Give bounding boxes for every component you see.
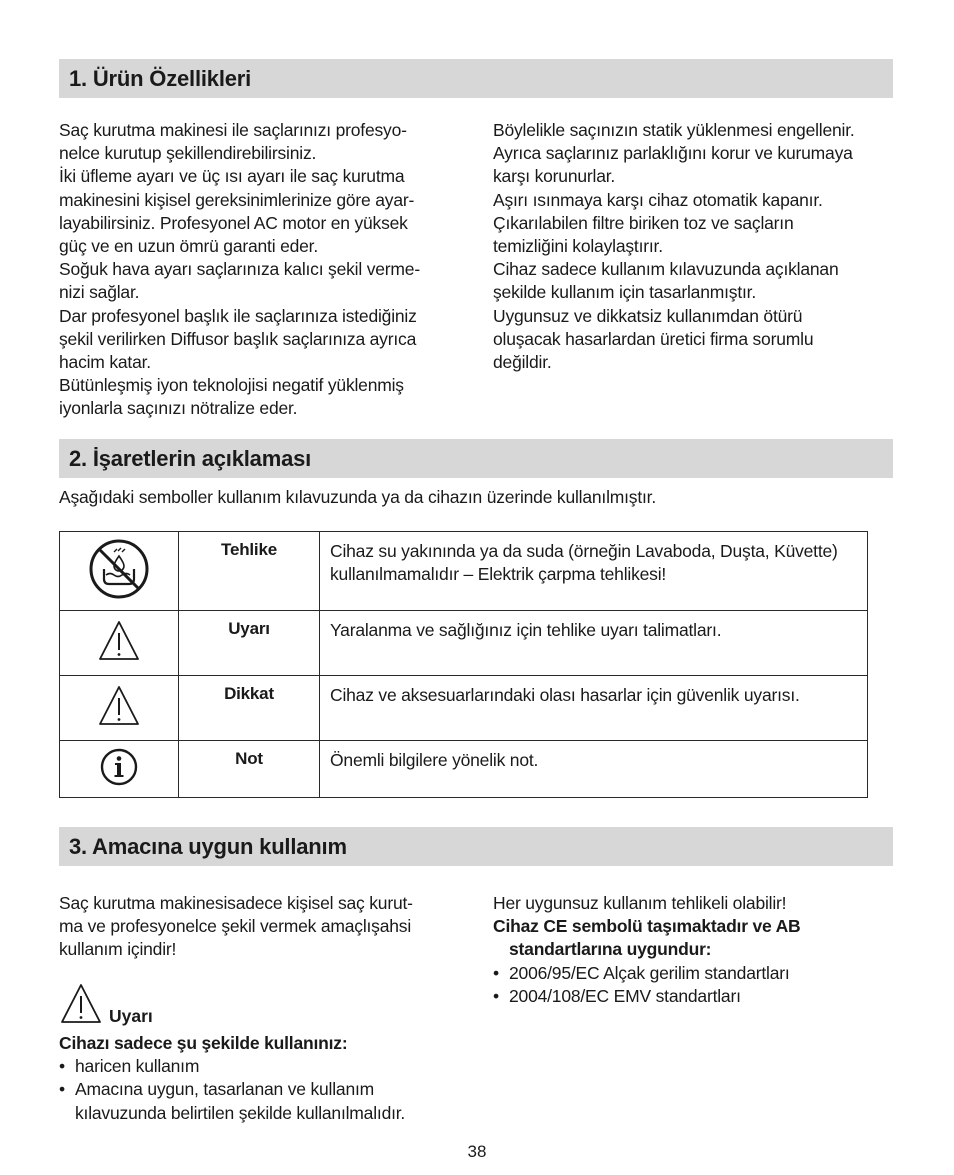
warning-subhead: Cihazı sadece şu şekilde kullanınız: <box>59 1033 348 1053</box>
symbol-description: Yaralanma ve sağlığınız için tehlike uyarı talimatları. <box>320 611 868 676</box>
symbol-term: Uyarı <box>179 611 320 676</box>
text-line: layabilirsiniz. Profesyonel AC motor en yüksek <box>59 212 408 233</box>
list-item: • 2006/95/EC Alçak gerilim standartları <box>493 962 893 985</box>
text-line: Saç kurutma makinesi ile saçlarınızı profesyo- <box>59 120 407 140</box>
standards-list <box>493 962 893 1008</box>
text-line: Her uygunsuz kullanım tehlikeli olabilir! <box>493 893 787 913</box>
section-1-header <box>59 59 893 98</box>
symbols-intro: Aşağıdaki semboller kullanım kılavuzunda ya da cihazın üzerinde kullanılmıştır. <box>59 487 657 507</box>
table-row <box>60 676 868 741</box>
warning-triangle-icon <box>60 611 179 676</box>
text-line: nelce kurutup şekillendirebilirsiniz. <box>59 143 317 164</box>
page-number: 38 <box>467 1142 487 1161</box>
text-line: Bütünleşmiş iyon teknolojisi negatif yüklenmiş <box>59 375 404 396</box>
text-line: şekil verilirken Diffusor başlık saçlarınıza ayrıca <box>59 328 417 349</box>
list-item: • 2004/108/EC EMV standartları <box>493 985 893 1008</box>
symbols-table <box>59 531 868 798</box>
text-line: Çıkarılabilen filtre biriken toz ve saçların <box>493 212 794 233</box>
list-item: • haricen kullanım <box>59 1055 459 1078</box>
text-line: temizliğini kolaylaştırır. <box>493 236 663 257</box>
text-line: ma ve profesyonelce şekil vermek amaçlışahsi <box>59 916 412 937</box>
text-line: nizi sağlar. <box>59 282 140 303</box>
text-line: Cihaz sadece kullanım kılavuzunda açıklanan <box>493 259 839 280</box>
text-line: Böylelikle saçınızın statik yüklenmesi engellenir. <box>493 120 855 140</box>
text-line: güç ve en uzun ömrü garanti eder. <box>59 236 318 257</box>
table-row <box>60 532 868 611</box>
no-water-bath-icon <box>60 532 179 611</box>
warning-body <box>59 1032 459 1125</box>
symbol-term: Not <box>179 741 320 798</box>
text-line: Saç kurutma makinesisadece kişisel saç kurut- <box>59 893 413 913</box>
section-2-header <box>59 439 893 478</box>
warning-bullet-list <box>59 1055 459 1125</box>
text-line: Soğuk hava ayarı saçlarınıza kalıcı şekil verme- <box>59 259 420 280</box>
text-line: Aşırı ısınmaya karşı cihaz otomatik kapanır. <box>493 189 823 210</box>
warning-triangle-icon <box>59 982 103 1026</box>
section-1-left-column <box>59 119 459 421</box>
text-line: İki üfleme ayarı ve üç ısı ayarı ile saç kurutma <box>59 166 405 187</box>
symbol-description: Cihaz su yakınında ya da suda (örneğin Lavaboda, Duşta, Küvette) kullanılmamalıdır – Elektrik çarpma tehlikesi! <box>320 532 868 611</box>
section-3-left-column <box>59 892 459 962</box>
text-line: karşı korunurlar. <box>493 166 616 187</box>
list-item: • Amacına uygun, tasarlanan ve kullanım kılavuzunda belirtilen şekilde kullanılmalıdır. <box>59 1078 459 1124</box>
warning-label: Uyarı <box>109 1006 153 1026</box>
text-line: kullanım içindir! <box>59 939 177 960</box>
symbol-term: Tehlike <box>179 532 320 611</box>
ce-statement: Cihaz CE sembolü taşımaktadır ve AB <box>493 916 801 937</box>
text-line: oluşacak hasarlardan üretici firma sorumlu <box>493 328 814 349</box>
section-1-title: 1. Ürün Özellikleri <box>69 66 252 91</box>
section-3-title: 3. Amacına uygun kullanım <box>69 834 347 859</box>
ce-statement-cont: standartlarına uygundur: <box>509 939 712 960</box>
table-row <box>60 741 868 798</box>
section-1-right-column <box>493 119 893 374</box>
text-line: iyonlarla saçınızı nötralize eder. <box>59 398 298 419</box>
warning-triangle-icon <box>60 676 179 741</box>
text-line: değildir. <box>493 352 552 373</box>
table-row <box>60 611 868 676</box>
section-2-title: 2. İşaretlerin açıklaması <box>69 446 312 471</box>
symbol-term: Dikkat <box>179 676 320 741</box>
text-line: makinesini kişisel gereksinimlerinize göre ayar- <box>59 189 415 210</box>
text-line: Dar profesyonel başlık ile saçlarınıza istediğiniz <box>59 305 417 326</box>
section-3-header <box>59 827 893 866</box>
info-circle-icon <box>60 741 179 798</box>
symbol-description: Cihaz ve aksesuarlarındaki olası hasarlar için güvenlik uyarısı. <box>320 676 868 741</box>
text-line: hacim katar. <box>59 352 151 373</box>
symbol-description: Önemli bilgilere yönelik not. <box>320 741 868 798</box>
text-line: şekilde kullanım için tasarlanmıştır. <box>493 282 756 303</box>
text-line: Ayrıca saçlarınız parlaklığını korur ve kurumaya <box>493 143 853 164</box>
section-3-right-column <box>493 892 893 1008</box>
text-line: Uygunsuz ve dikkatsiz kullanımdan ötürü <box>493 305 803 326</box>
